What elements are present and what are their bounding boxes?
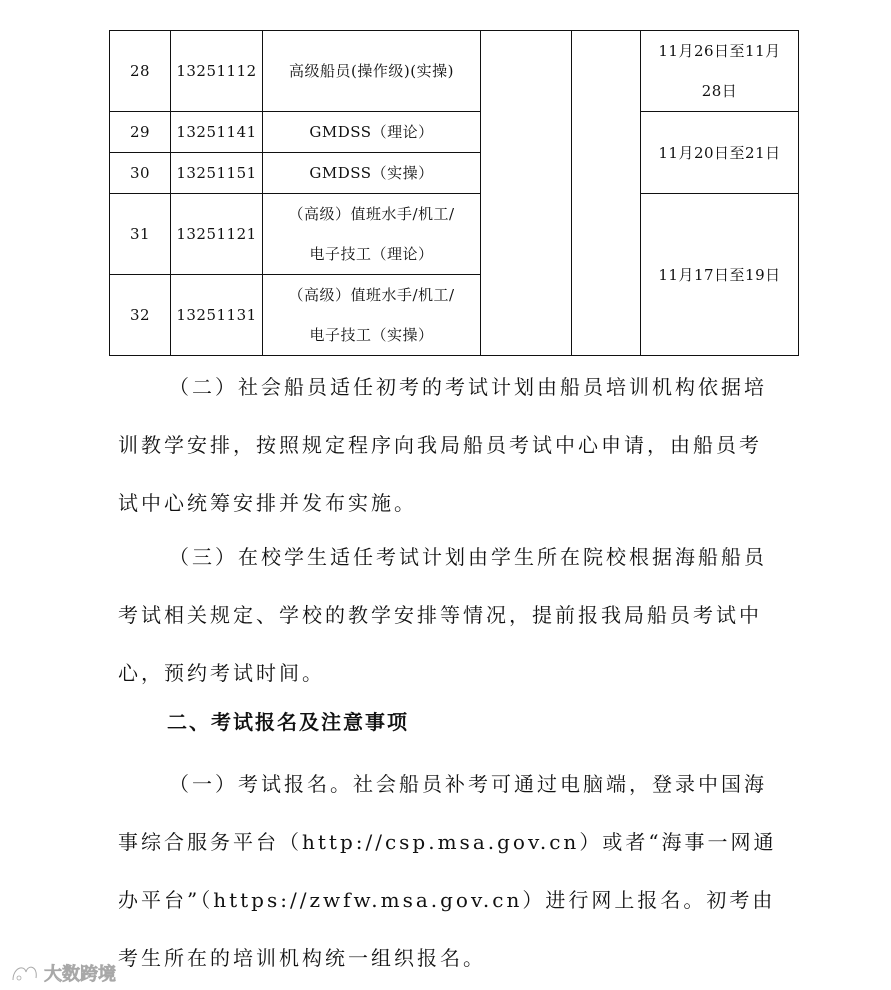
exam-schedule-table: [109, 30, 799, 356]
course-name: 高级船员(操作级)(实操): [263, 31, 481, 112]
course-name: [263, 194, 481, 275]
exam-date: [641, 31, 799, 112]
course-name-line: 电子技工（实操）: [309, 326, 434, 344]
course-code: 13251151: [171, 153, 263, 194]
exam-date-line: 11月26日至11月: [658, 42, 781, 60]
exam-date: 11月17日至19日: [641, 194, 799, 356]
course-name-line: （高级）值班水手/机工/: [288, 205, 455, 223]
exam-date: 11月20日至21日: [641, 112, 799, 194]
course-code: 13251131: [171, 275, 263, 356]
paragraph-student-exam-plan: （三）在校学生适任考试计划由学生所在院校根据海船船员考试相关规定、学校的教学安排等情况，提前报我局船员考试中心，预约考试时间。: [118, 545, 767, 685]
paragraph-training-institution-plan: （二）社会船员适任初考的考试计划由船员培训机构依据培训教学安排，按照规定程序向我局船员考试中心申请，由船员考试中心统筹安排并发布实施。: [118, 375, 767, 515]
table-row: [110, 112, 799, 153]
course-name-line: （高级）值班水手/机工/: [288, 286, 455, 304]
course-code: 13251141: [171, 112, 263, 153]
watermark-text: 大数跨境: [44, 964, 116, 985]
paragraph-exam-registration: （一）考试报名。社会船员补考可通过电脑端，登录中国海事综合服务平台（http://csp.msa.gov.cn）或者“海事一网通办平台”（https://zwfw.msa.gov.cn）进行网上报名。初考由考生所在的培训机构统一组织报名。: [118, 772, 777, 970]
empty-cell: [481, 31, 572, 356]
watermark: [10, 960, 116, 986]
section-heading: 二、考试报名及注意事项: [167, 710, 409, 734]
table-row: [110, 194, 799, 275]
dashu-logo-icon: [10, 962, 40, 984]
row-number: 29: [110, 112, 171, 153]
row-number: 31: [110, 194, 171, 275]
course-code: 13251112: [171, 31, 263, 112]
course-name: GMDSS（实操）: [263, 153, 481, 194]
exam-date-line: 28日: [701, 82, 738, 100]
course-name: [263, 275, 481, 356]
course-name-line: 电子技工（理论）: [309, 245, 434, 263]
empty-cell: [572, 31, 641, 356]
course-code: 13251121: [171, 194, 263, 275]
table-row: [110, 31, 799, 112]
row-number: 32: [110, 275, 171, 356]
row-number: 30: [110, 153, 171, 194]
row-number: 28: [110, 31, 171, 112]
course-name: GMDSS（理论）: [263, 112, 481, 153]
